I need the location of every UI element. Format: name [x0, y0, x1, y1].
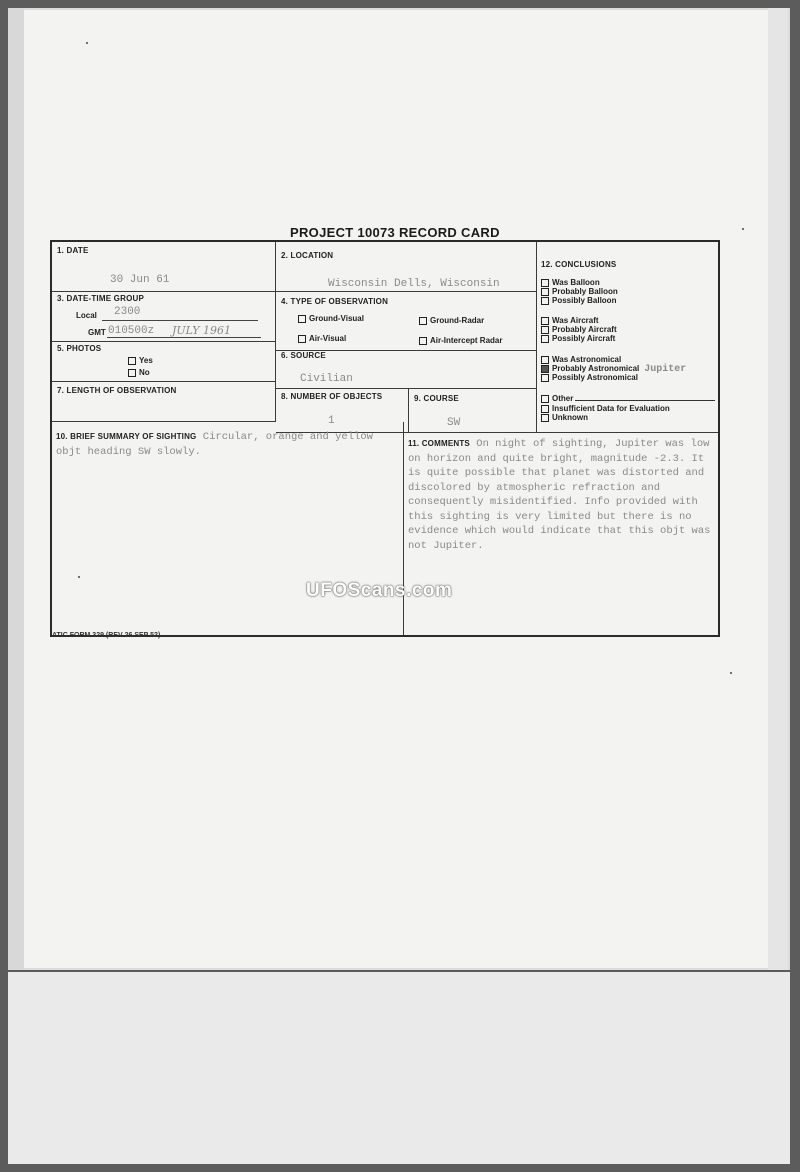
photos-label: 5. PHOTOS	[57, 344, 102, 353]
comments-block	[408, 437, 718, 553]
conclusion-insufficient-data: Insufficient Data for Evaluation	[541, 404, 670, 413]
checkbox-icon	[128, 357, 136, 365]
location-value: Wisconsin Dells, Wisconsin	[328, 278, 500, 290]
photos-no: No	[128, 368, 150, 377]
conclusion-other: Other	[541, 394, 715, 403]
comments-value: On night of sighting, Jupiter was low on horizon and quite bright, magnitude -2.3. It is quite possible that planet was distorted and discolored by atmospheric refraction and consequently misidentified. Info provided with this sighting is very limited but there is no evidence which would indicate that this objt was not Jupiter.	[408, 438, 711, 552]
checkbox-icon	[541, 317, 549, 325]
gmt-handwritten-date: JULY 1961	[172, 324, 232, 337]
conclusion-probably-balloon: Probably Balloon	[541, 287, 618, 296]
type-observation-label: 4. TYPE OF OBSERVATION	[281, 297, 389, 306]
dtg-cell	[52, 292, 276, 342]
speck	[730, 672, 732, 674]
photos-cell	[52, 342, 276, 382]
speck	[742, 228, 744, 230]
page-edge-right	[768, 8, 788, 970]
checkbox-icon	[541, 356, 549, 364]
checkbox-icon	[541, 326, 549, 334]
length-label: 7. LENGTH OF OBSERVATION	[57, 386, 177, 395]
conclusion-possibly-balloon: Possibly Balloon	[541, 296, 616, 305]
checkbox-icon	[298, 315, 306, 323]
conclusion-unknown: Unknown	[541, 413, 588, 422]
location-label: 2. LOCATION	[281, 251, 334, 260]
summary-cell	[52, 422, 404, 635]
course-value: SW	[447, 417, 461, 429]
objects-label: 8. NUMBER OF OBJECTS	[281, 392, 383, 401]
checkbox-icon	[541, 414, 549, 422]
checkbox-icon	[541, 297, 549, 305]
checkbox-icon	[419, 337, 427, 345]
checkbox-icon	[419, 317, 427, 325]
conclusion-probably-aircraft: Probably Aircraft	[541, 325, 617, 334]
conclusion-note: Jupiter	[644, 364, 687, 375]
conclusion-possibly-aircraft: Possibly Aircraft	[541, 334, 615, 343]
checkbox-icon	[541, 395, 549, 403]
conclusion-was-astronomical: Was Astronomical	[541, 355, 621, 364]
checkbox-icon	[541, 288, 549, 296]
watermark: UFOScans.com	[306, 580, 453, 601]
date-value: 30 Jun 61	[110, 274, 170, 286]
checkbox-icon	[541, 279, 549, 287]
date-cell	[52, 242, 276, 292]
gmt-value: 010500z	[108, 325, 155, 337]
objects-value: 1	[328, 415, 335, 427]
conclusion-was-balloon: Was Balloon	[541, 278, 600, 287]
option-air-visual: Air-Visual	[298, 334, 346, 343]
source-value: Civilian	[300, 373, 353, 385]
source-label: 6. SOURCE	[281, 351, 326, 360]
type-observation-cell	[276, 292, 537, 351]
comments-label: 11. COMMENTS	[408, 439, 470, 448]
course-label: 9. COURSE	[414, 394, 459, 403]
location-cell	[276, 242, 537, 292]
conclusions-cell	[537, 242, 718, 433]
source-cell	[276, 351, 537, 389]
speck	[86, 42, 88, 44]
checked-checkbox-icon	[541, 365, 549, 373]
record-card	[50, 240, 720, 637]
card-title: PROJECT 10073 RECORD CARD	[290, 225, 500, 240]
dtg-label: 3. DATE-TIME GROUP	[57, 294, 145, 303]
option-ground-visual: Ground-Visual	[298, 314, 364, 323]
comments-cell	[404, 433, 718, 635]
summary-label: 10. BRIEF SUMMARY OF SIGHTING	[56, 432, 197, 441]
summary-value: Circular, orange and yellow objt heading SW slowly.	[56, 431, 373, 458]
speck	[78, 576, 80, 578]
length-cell	[52, 382, 276, 422]
checkbox-icon	[128, 369, 136, 377]
form-identifier: ATIC FORM 329 (REV 26 SEP 52)	[52, 632, 161, 639]
photos-yes: Yes	[128, 356, 153, 365]
checkbox-icon	[541, 374, 549, 382]
lower-sheet	[8, 972, 790, 1164]
local-time-value: 2300	[114, 306, 141, 318]
date-label: 1. DATE	[57, 246, 89, 255]
option-air-intercept-radar: Air-Intercept Radar	[419, 336, 502, 345]
gmt-label: GMT	[88, 328, 106, 337]
conclusion-possibly-astronomical: Possibly Astronomical	[541, 373, 638, 382]
option-ground-radar: Ground-Radar	[419, 316, 484, 325]
page-edge-left	[8, 8, 24, 970]
summary-block	[56, 430, 401, 459]
checkbox-icon	[298, 335, 306, 343]
conclusions-label: 12. CONCLUSIONS	[541, 260, 617, 269]
conclusion-probably-astronomical: Probably Astronomical Jupiter	[541, 364, 686, 374]
local-label: Local	[76, 311, 97, 320]
conclusion-was-aircraft: Was Aircraft	[541, 316, 599, 325]
checkbox-icon	[541, 335, 549, 343]
course-cell	[409, 389, 537, 433]
checkbox-icon	[541, 405, 549, 413]
